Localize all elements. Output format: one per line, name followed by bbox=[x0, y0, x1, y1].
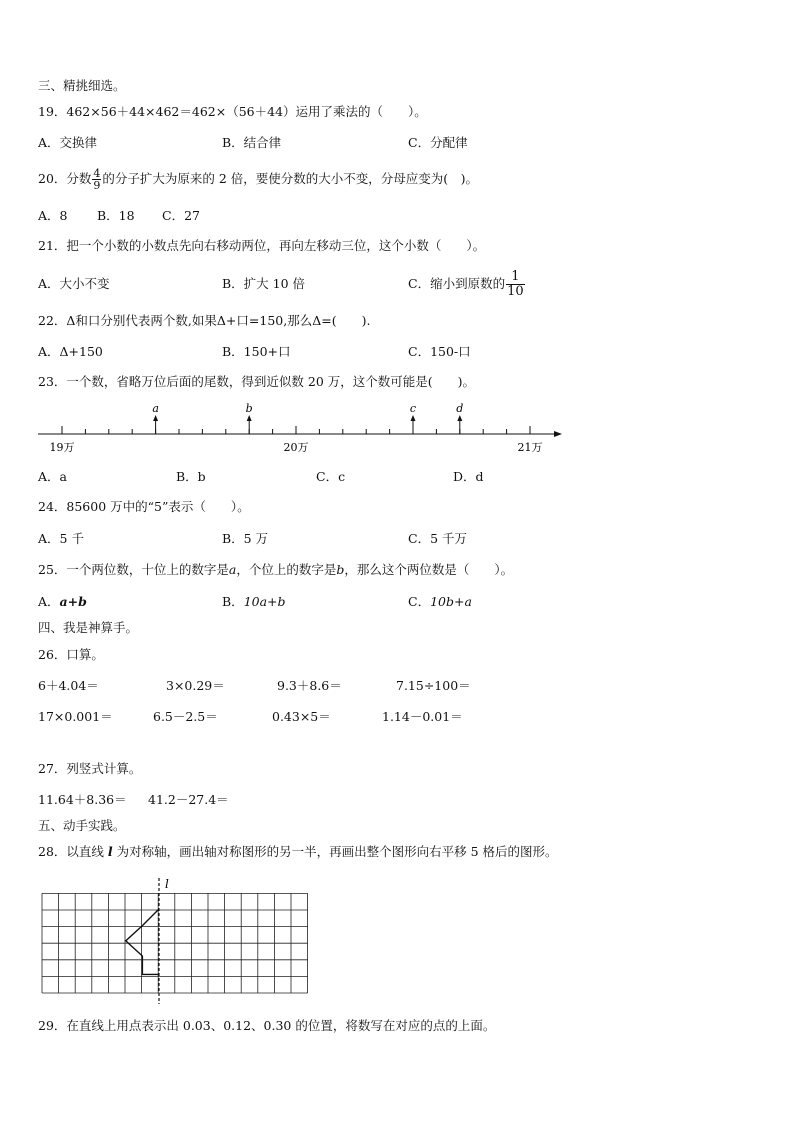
vertical-calc-item: 41.2－27.4＝ bbox=[148, 792, 229, 807]
section-title: 三、精挑细选。 bbox=[38, 78, 126, 93]
question-26-title: 26．口算。 bbox=[38, 647, 104, 662]
q22-option-a: A．Δ+150 bbox=[38, 344, 103, 359]
q28-suffix: 为对称轴，画出轴对称图形的另一半，再画出整个图形向右平移 5 格后的图形。 bbox=[112, 844, 558, 859]
q19-option-a: A．交换律 bbox=[38, 135, 98, 150]
q19-option-c: C．分配律 bbox=[408, 135, 468, 150]
q25-var-b: b bbox=[336, 562, 345, 577]
q24-option-b: B．5 万 bbox=[222, 531, 269, 546]
vertical-calc-item: 11.64＋8.36＝ bbox=[38, 792, 127, 807]
question-25-text bbox=[38, 562, 513, 578]
point-label-b: b bbox=[245, 402, 253, 415]
q20-option-c: C．27 bbox=[162, 208, 200, 223]
q19-option-b: B．结合律 bbox=[222, 135, 282, 150]
q28-prefix: 28．以直线 bbox=[38, 844, 108, 859]
question-27-title: 27．列竖式计算。 bbox=[38, 761, 142, 776]
q25-option-a-expr: a+b bbox=[59, 594, 87, 609]
q21-frac-den: 10 bbox=[507, 284, 524, 299]
q20-option-b: B．18 bbox=[97, 208, 135, 223]
point-arrow-d bbox=[457, 415, 462, 421]
point-label-a: a bbox=[152, 402, 159, 415]
section-title: 四、我是神算手。 bbox=[38, 620, 139, 635]
q24-option-c: C．5 千万 bbox=[408, 531, 467, 546]
q25-option-c-expr: 10b+a bbox=[430, 594, 472, 609]
calc-item: 17×0.001＝ bbox=[38, 709, 113, 724]
q23-option-a: A．a bbox=[38, 469, 67, 484]
q23-option-c: C．c bbox=[316, 469, 346, 484]
point-label-d: d bbox=[456, 402, 464, 415]
calc-item: 6.5－2.5＝ bbox=[153, 709, 218, 724]
q24-option-a: A．5 千 bbox=[38, 531, 84, 546]
q25-option-a bbox=[38, 594, 87, 610]
q21-option-b: B．扩大 10 倍 bbox=[222, 276, 306, 291]
question-24-text: 24．85600 万中的“5”表示（ ）。 bbox=[38, 499, 250, 514]
q20-suffix: 的分子扩大为原来的 2 倍，要使分数的大小不变，分母应变为( )。 bbox=[102, 171, 479, 186]
q20-fraction bbox=[92, 168, 101, 191]
q25-text-c: ，那么这个两位数是（ ）。 bbox=[344, 562, 514, 577]
q25-text-b: ，个位上的数字是 bbox=[236, 562, 337, 577]
q25-option-b-label: B． bbox=[222, 594, 244, 609]
q25-var-a: a bbox=[228, 562, 237, 577]
q25-option-c bbox=[408, 594, 472, 610]
point-label-c: c bbox=[409, 402, 417, 415]
symmetry-grid bbox=[38, 876, 318, 1006]
axis-label-19wan: 19万 bbox=[49, 441, 75, 454]
q21-fraction bbox=[506, 270, 525, 299]
q21-frac-num: 1 bbox=[506, 270, 525, 285]
q21-option-a: A．大小不变 bbox=[38, 276, 110, 291]
grid-lines bbox=[42, 893, 308, 993]
section-title: 五、动手实践。 bbox=[38, 818, 126, 833]
question-21-text: 21．把一个小数的小数点先向右移动两位，再向左移动三位，这个小数（ ）。 bbox=[38, 238, 486, 253]
q23-option-d: D．d bbox=[453, 469, 484, 484]
calc-item: 6＋4.04＝ bbox=[38, 678, 99, 693]
q23-option-b: B．b bbox=[176, 469, 206, 484]
point-arrow-b bbox=[247, 415, 252, 421]
question-22-text: 22．Δ和口分别代表两个数,如果Δ+口=150,那么Δ=( ). bbox=[38, 313, 371, 328]
q20-option-a: A．8 bbox=[38, 208, 68, 223]
calc-item: 0.43×5＝ bbox=[272, 709, 331, 724]
q25-option-a-label: A． bbox=[38, 594, 60, 609]
q21-option-c-text: C．缩小到原数的 bbox=[408, 276, 506, 291]
number-line-arrowhead bbox=[554, 431, 562, 437]
q25-option-b bbox=[222, 594, 286, 610]
q28-var: l bbox=[107, 844, 113, 859]
question-28-text bbox=[38, 844, 558, 860]
q22-option-b: B．150+口 bbox=[222, 344, 291, 359]
number-line bbox=[30, 398, 570, 460]
q21-option-c bbox=[408, 266, 526, 302]
q20-frac-den: 9 bbox=[93, 179, 101, 192]
axis-label-20wan: 20万 bbox=[283, 441, 309, 454]
q25-text-a: 25．一个两位数，十位上的数字是 bbox=[38, 562, 229, 577]
axis-label-21wan: 21万 bbox=[517, 441, 543, 454]
calc-item: 9.3＋8.6＝ bbox=[277, 678, 342, 693]
question-19-text: 19．462×56＋44×462＝462×（56＋44）运用了乘法的（ ）。 bbox=[38, 104, 427, 119]
q25-option-b-expr: 10a+b bbox=[243, 594, 286, 609]
point-arrow-a bbox=[153, 415, 158, 421]
q25-option-c-label: C． bbox=[408, 594, 431, 609]
point-arrow-c bbox=[411, 415, 416, 421]
q22-option-c: C．150-口 bbox=[408, 344, 471, 359]
q20-prefix: 20．分数 bbox=[38, 171, 92, 186]
calc-item: 1.14－0.01＝ bbox=[382, 709, 463, 724]
q20-frac-num: 4 bbox=[93, 167, 101, 180]
question-20-text bbox=[38, 166, 478, 192]
question-23-text: 23．一个数，省略万位后面的尾数，得到近似数 20 万，这个数可能是( )。 bbox=[38, 374, 476, 389]
calc-item: 3×0.29＝ bbox=[166, 678, 225, 693]
half-figure bbox=[126, 909, 159, 974]
question-29-text: 29．在直线上用点表示出 0.03、0.12、0.30 的位置，将数写在对应的点的上面。 bbox=[38, 1018, 496, 1033]
number-line-points bbox=[152, 402, 463, 434]
axis-label-l: l bbox=[165, 877, 169, 891]
calc-item: 7.15÷100＝ bbox=[396, 678, 471, 693]
